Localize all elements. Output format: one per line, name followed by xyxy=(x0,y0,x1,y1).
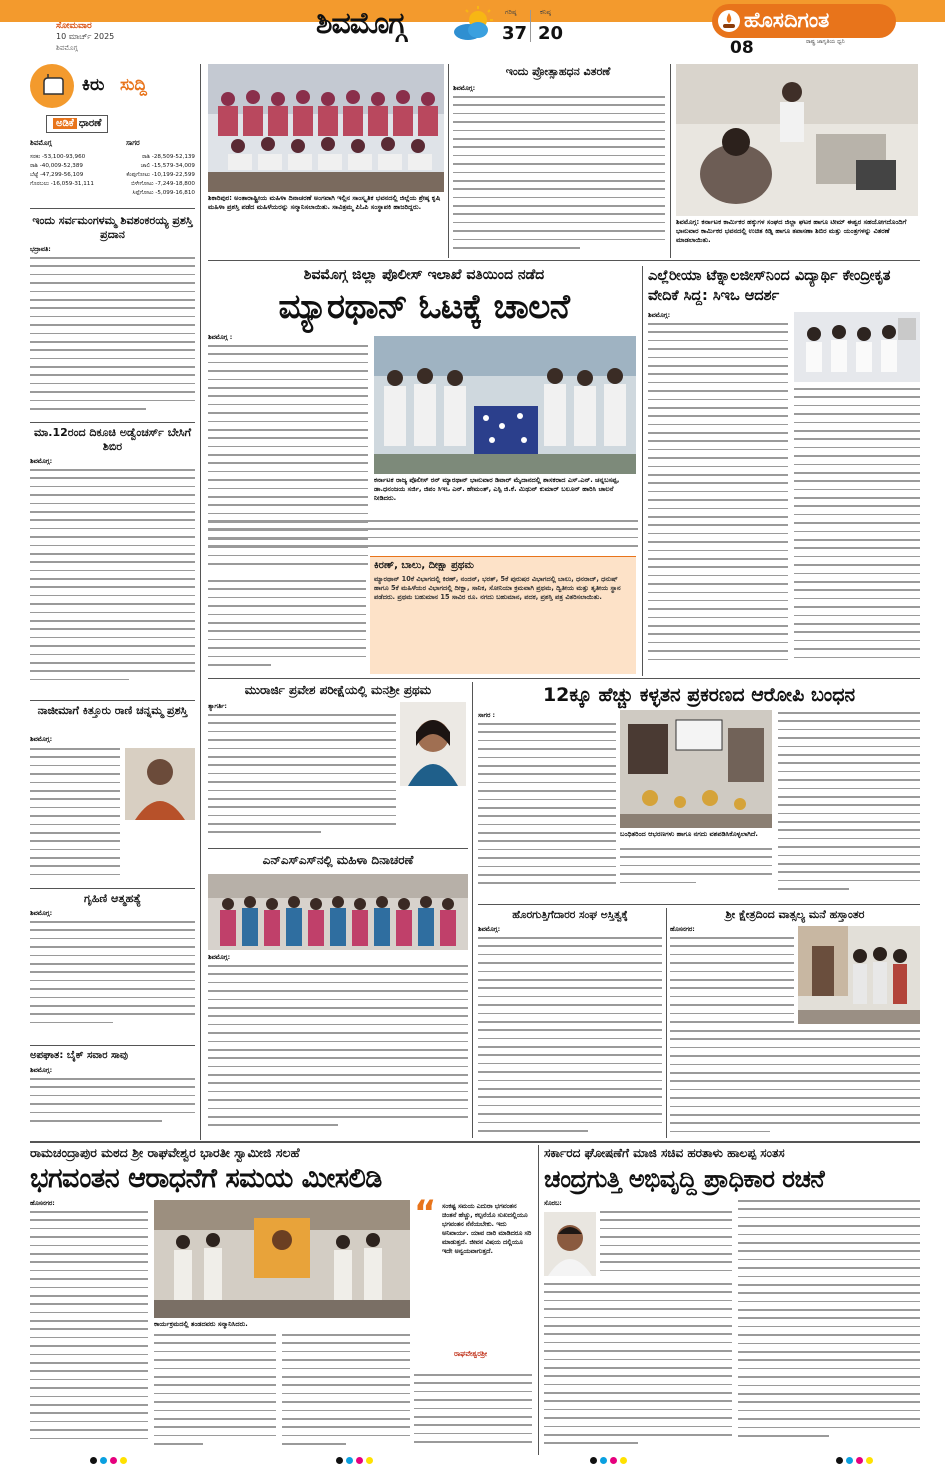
headline: ಶ್ರೀ ಕ್ಷೇತ್ರದಿಂದ ವಾತ್ಸಲ್ಯ ಮನೆ ಹಸ್ತಾಂತರ xyxy=(725,908,865,921)
headline: ಗೃಹಿಣಿ ಆತ್ಮಹತ್ಯೆ xyxy=(83,892,142,905)
divider xyxy=(30,1141,920,1143)
headline: ಮಾ.12ರಂದ ದಿಕೂಚಿ ಅಡ್ವೆಂಚರ್ಸ್ ಬೇಸಿಗೆ ಶಿಬಿರ xyxy=(33,426,192,453)
registration-dot xyxy=(90,1457,97,1464)
masthead-edition: ಶಿವಮೊಗ್ಗ xyxy=(56,44,78,52)
dateline: ಶಿವಮೊಗ್ಗ: xyxy=(648,312,671,319)
column-rule xyxy=(448,64,449,258)
dateline: ಶಿವಮೊಗ್ಗ : xyxy=(208,334,233,341)
body-text xyxy=(600,1211,732,1281)
market-title-a: ಅಡಿಕೆ xyxy=(53,118,77,129)
dateline: ತ್ಯಾಗರ್ತಿ: xyxy=(208,703,227,710)
registration-marks xyxy=(590,1457,627,1464)
market-cell: ಕೆಂಪುಗೋಟು -10,199-22,599 xyxy=(126,172,195,178)
divider xyxy=(30,208,195,209)
body-text xyxy=(794,388,920,674)
photo-caption: ಬಂಧಿತರಿಂದ ಆಭರಣಗಳು ಹಾಗೂ ನಗದು ವಶಪಡಿಸಿಕೊಳ್ಳಲಾಗಿದೆ. xyxy=(620,830,758,838)
bhagavanta-kicker: ರಾಮಚಂದ್ರಾಪುರ ಮಠದ ಶ್ರೀ ರಾಘವೇಶ್ವರ ಭಾರತೀ ಸ್ವಾಮೀಜಿ ಸಲಹೆ xyxy=(30,1145,300,1160)
registration-dot xyxy=(110,1457,117,1464)
chandragutti-headline: ಚಂದ್ರಗುತ್ತಿ ಅಭಿವೃದ್ದಿ ಪ್ರಾಧಿಕಾರ ರಚನೆ xyxy=(544,1165,825,1193)
page-number: 08 xyxy=(730,38,754,58)
quote-box xyxy=(414,1193,532,1372)
max-temp-label: ಗರಿಷ್ಠ xyxy=(505,8,517,16)
kirusuddi-title-b: ಸುದ್ದಿ xyxy=(120,75,147,95)
divider xyxy=(208,260,920,261)
kirusuddi-banner xyxy=(30,64,190,108)
body-text xyxy=(30,469,195,694)
dateline: ಭದ್ರಾವತಿ: xyxy=(30,246,51,253)
registration-dot xyxy=(336,1457,343,1464)
market-cell: ಚಾಲಿ -15,579-34,009 xyxy=(140,163,195,169)
body-text xyxy=(670,937,794,1027)
halappa-photo xyxy=(544,1212,596,1276)
market-cell: ರಾಶಿ -28,509-52,139 xyxy=(142,154,195,160)
column-rule xyxy=(670,64,671,258)
winners-headline: ಕಿರಣ್, ಬಾಲು, ದೀಕ್ಷಾ ಪ್ರಥಮ xyxy=(374,560,474,571)
elleria-photo xyxy=(794,312,920,382)
headline: ಇಂದು ಪ್ರೋತ್ಸಾಹಧನ ವಿತರಣೆ xyxy=(505,65,611,78)
dateline: ಶಿವಮೊಗ್ಗ: xyxy=(30,1067,53,1074)
dateline: ಶಿವಮೊಗ್ಗ: xyxy=(30,458,53,465)
registration-dot xyxy=(866,1457,873,1464)
body-text xyxy=(208,580,366,674)
body-text xyxy=(648,323,788,673)
registration-dot xyxy=(346,1457,353,1464)
women-day-photo xyxy=(208,64,444,192)
elleria-headline: ಎಲ್ಲೆರೀಯಾ ಟೆಕ್ನಾಲಜೀಸ್‌ನಿಂದ ವಿದ್ಯಾರ್ಥಿ ಕೇಂದ್ರೀಕೃತ ವೇದಿಕೆ ಸಿದ್ದ: ಸಿಇಒ ಆದರ್ಶ xyxy=(648,268,891,304)
divider xyxy=(30,422,195,423)
body-text xyxy=(544,1283,732,1453)
marathon-headline: ಮ್ಯಾರಥಾನ್ ಓಟಕ್ಕೆ ಚಾಲನೆ xyxy=(278,287,570,327)
city-title: ಶಿವಮೊಗ್ಗ xyxy=(316,6,406,41)
market-city1: ಶಿವಮೊಗ್ಗ xyxy=(30,139,52,147)
student-photo xyxy=(400,702,466,786)
bhagavanta-headline: ಭಗವಂತನ ಆರಾಧನೆಗೆ ಸಮಯ ಮೀಸಲಿಡಿ xyxy=(30,1163,382,1194)
divider xyxy=(208,848,468,849)
headline: ಹೊರಗುತ್ತಿಗೆದಾರರ ಸಂಘ ಅಸ್ತಿತ್ವಕ್ಕೆ xyxy=(512,909,628,921)
body-text xyxy=(620,848,772,898)
dateline: ಸೊರಬ: xyxy=(544,1200,562,1207)
market-cell: ರಾಶಿ -40,009-52,389 xyxy=(30,163,83,169)
body-text xyxy=(154,1334,276,1452)
column-rule xyxy=(200,64,201,1140)
market-row xyxy=(30,153,195,198)
body-text xyxy=(30,257,195,412)
dateline: ಶಿವಮೊಗ್ಗ: xyxy=(208,954,231,961)
brand-tagline: ರಾಷ್ಟ್ರ ಜಾಗೃತಿಯ ಧ್ವನಿ xyxy=(806,39,845,45)
masthead xyxy=(0,0,945,58)
lamp-icon xyxy=(718,10,740,32)
market-cell: ಬೆಟ್ಟೆ -47,299-56,109 xyxy=(30,172,84,178)
dateline: ಸಾಗರ : xyxy=(478,712,496,719)
registration-dot xyxy=(600,1457,607,1464)
dateline: ಹೊಸನಗರ: xyxy=(670,926,695,933)
body-text xyxy=(208,965,468,1137)
registration-dot xyxy=(366,1457,373,1464)
market-title-b: ಧಾರಣೆ xyxy=(78,118,102,129)
column-rule xyxy=(472,682,473,1138)
nss-photo xyxy=(208,874,468,950)
divider xyxy=(30,1045,195,1046)
divider xyxy=(30,888,195,889)
marathon-kicker: ಶಿವಮೊಗ್ಗ ಜಿಲ್ಲಾ ಪೊಲೀಸ್ ಇಲಾಖೆ ವತಿಯಿಂದ ನಡೆದ xyxy=(303,267,545,283)
body-text xyxy=(670,1030,920,1138)
photo-caption: ಕರ್ನಾಟಕ ರಾಜ್ಯ ಪೊಲೀಸ್ ರನ್ ಮ್ಯಾರಥಾನ್ ಭಾನುವಾರ ಡಿವಾರ್ ಮೈದಾನದಲ್ಲಿ ಶಾಸಕರಾದ ಎಸ್.ಎನ್. ಚನ್ನಬಸಪ್ಪ, ಡಾ.ಧನಂಜಯ ಸರ್ಜಿ, ಜಿಪಂ ಸಿಇಒ ಎನ್. ಹೇಮಂತ್, ಎಸ್ಪಿ ಜಿ.ಕೆ. ಮಿಥುನ್ ಕುಮಾರ್ ಬಲೂನ್ ಹಾರಿಸಿ ಚಾಲನೆ ನೀಡಿದರು. xyxy=(374,476,620,502)
house-handover-photo xyxy=(798,926,920,1024)
registration-dot xyxy=(100,1457,107,1464)
headline: ಇಂದು ಸರ್ವಮಂಗಳಮ್ಮ ಶಿವಶಂಕರಯ್ಯ ಪ್ರಶಸ್ತಿ ಪ್ರದಾನ xyxy=(32,214,193,241)
registration-dot xyxy=(610,1457,617,1464)
column-rule xyxy=(642,266,643,676)
headline: ಅಪಘಾತ: ಬೈಕ್ ಸವಾರ ಸಾವು xyxy=(30,1050,128,1061)
market-cell: ಸಿಪ್ಪೆಗೋಟು -5,099-16,810 xyxy=(132,190,195,196)
photo-caption: ಶಿವಮೊಗ್ಗ: ಕರ್ನಾಟಕ ಕಾರ್ಮಿಕರ ಹಕ್ಕುಗಳ ಸಂಘದ ಜಿಲ್ಲಾ ಘಟಕ ಹಾಗೂ ಟೀಮ್ ಈಶ್ವರ ಸಹಯೋಗದೊಂದಿಗೆ ಭಾನುವಾರ ಕಾರ್ಮಿಕರ ಭವನದಲ್ಲಿ ಉಚಿತ ಕಿಡ್ನಿ ಹಾಗೂ ತಪಾಸಣಾ ಶಿಬಿರ ಮತ್ತು ಯಂತ್ರಗಳನ್ನು ವಿತರಣೆ ಮಾಡಲಾಯಿತು. xyxy=(676,218,907,244)
award-photo xyxy=(125,748,195,820)
photo-caption: ಶಿಕಾರಿಪುರ: ಅಂತಾರಾಷ್ಟ್ರೀಯ ಮಹಿಳಾ ದಿನಾಚರಣೆ ಅಂಗವಾಗಿ ಇಲ್ಲಿನ ಸಾಂಸ್ಕೃತಿಕ ಭವನದಲ್ಲಿ ಜಿಲ್ಲೆಯ ಶ್ರೇಷ್ಠ ಕೃಷಿ ಮಹಿಳಾ ಪ್ರಶಸ್ತಿ ಪಡೆದ ಮಹಿಳೆಯರನ್ನು ಸನ್ಮಾನಿಸಲಾಯಿತು. ಸಾವಿತ್ರಮ್ಮ ಪಿಓಪಿ ಸಂಸ್ಥಾಪಕಿ ಹಾಜರಿದ್ದರು. xyxy=(208,194,441,211)
brand-logo xyxy=(712,4,896,38)
divider xyxy=(30,700,195,701)
kidney-camp-photo xyxy=(676,64,918,216)
dateline: ಶಿವಮೊಗ್ಗ: xyxy=(453,85,476,92)
body-text xyxy=(30,921,195,1041)
registration-dot xyxy=(590,1457,597,1464)
body-text xyxy=(453,96,665,256)
theft-headline: 12ಕ್ಕೂ ಹೆಚ್ಚು ಕಳ್ಳತನ ಪ್ರಕರಣದ ಆರೋಪಿ ಬಂಧನ xyxy=(542,684,856,706)
photo-caption: ಕಾರ್ಯಕ್ರಮದಲ್ಲಿ ತಂಡದವರು ಸನ್ಮಾನಿಸಿದರು. xyxy=(154,1320,248,1328)
winners-box xyxy=(370,556,636,674)
kirusuddi-title-a: ಕಿರು xyxy=(82,75,105,95)
hand-icon xyxy=(30,64,74,108)
body-text xyxy=(282,1334,410,1452)
column-rule xyxy=(538,1145,539,1455)
min-temp: 20 xyxy=(538,23,564,44)
body-text xyxy=(478,723,616,901)
body-text xyxy=(738,1200,920,1452)
headline: ನಾಜೀಮಾಗೆ ಕಿತ್ತೂರು ರಾಣಿ ಚನ್ನಮ್ಮ ಪ್ರಶಸ್ತಿ xyxy=(37,704,188,717)
swamiji-event-photo xyxy=(154,1200,410,1318)
body-text xyxy=(778,712,920,902)
max-temp: 37 xyxy=(502,23,528,44)
body-text xyxy=(30,748,120,888)
body-text xyxy=(30,1078,195,1138)
market-city2: ಸಾಗರ xyxy=(126,139,140,147)
winners-text: ಮ್ಯಾರಥಾನ್ 10ಕೆ ವಿಭಾಗದಲ್ಲಿ ಕಿರಣ್, ನಂದನ್, ಭರತ್, 5ಕೆ ಪುರುಷರ ವಿಭಾಗದಲ್ಲಿ ಬಾಲು, ಧನರಾಜ್, ಧನುಷ್ ಹಾಗೂ 5ಕೆ ಮಹಿಳೆಯರ ವಿಭಾಗದಲ್ಲಿ ದೀಕ್ಷಾ, ಸಾನಿಕ, ಸೋನಿಯಾ ಕ್ರಮವಾಗಿ ಪ್ರಥಮ, ದ್ವಿತೀಯ ಮತ್ತು ತೃತೀಯ ಸ್ಥಾನ ಪಡೆದರು. ಪ್ರಥಮ ಬಹುಮಾನ 15 ಸಾವಿರ ರೂ. ನಗದು ಬಹುಮಾನ, ಪದಕ, ಪ್ರಶಸ್ತಿ ಪತ್ರ ವಿತರಿಸಲಾಯಿತು. xyxy=(374,575,621,602)
dateline: ಹೊಸನಗರ: xyxy=(30,1200,55,1207)
body-text xyxy=(208,714,396,844)
temp-divider xyxy=(530,10,531,42)
market-cell: ಗೊರಬಲು -16,059-31,111 xyxy=(30,181,94,187)
brand-name: ಹೊಸದಿಗಂತ xyxy=(744,8,830,32)
body-text xyxy=(414,1374,532,1452)
column-rule xyxy=(666,908,667,1138)
divider xyxy=(478,904,920,905)
marathon-photo xyxy=(374,336,636,474)
masthead-day: ಸೋಮವಾರ xyxy=(56,21,92,31)
registration-marks xyxy=(336,1457,373,1464)
registration-dot xyxy=(846,1457,853,1464)
registration-dot xyxy=(356,1457,363,1464)
seized-goods-photo xyxy=(620,710,772,828)
quote-author: ರಾಘವೇಶ್ವರಶ್ರೀ xyxy=(454,1350,488,1358)
quote-mark-icon: “ xyxy=(414,1193,437,1233)
registration-dot xyxy=(120,1457,127,1464)
registration-dot xyxy=(856,1457,863,1464)
registration-dot xyxy=(620,1457,627,1464)
registration-marks xyxy=(836,1457,873,1464)
divider xyxy=(208,678,920,679)
market-box xyxy=(30,113,195,203)
body-text xyxy=(478,937,662,1137)
dateline: ಶಿವಮೊಗ್ಗ: xyxy=(30,910,53,917)
masthead-date: 10 ಮಾರ್ಚ್ 2025 xyxy=(56,32,115,41)
headline: ಮುರಾರ್ಜಿ ಪ್ರವೇಶ ಪರೀಕ್ಷೆಯಲ್ಲಿ ಮನಶ್ರೀ ಪ್ರಥಮ xyxy=(244,683,432,697)
market-cell: ಸರಕು -53,100-93,960 xyxy=(30,154,86,160)
weather-icon xyxy=(448,6,500,42)
chandragutti-kicker: ಸರ್ಕಾರದ ಘೋಷಣೆಗೆ ಮಾಜಿ ಸಚಿವ ಹರತಾಳು ಹಾಲಪ್ಪ ಸಂತಸ xyxy=(544,1146,785,1160)
body-text xyxy=(30,1211,148,1451)
headline: ಎನ್‌ಎಸ್‌ಎಸ್‌ನಲ್ಲಿ ಮಹಿಳಾ ದಿನಾಚರಣೆ xyxy=(262,853,414,867)
market-title xyxy=(46,115,108,133)
min-temp-label: ಕನಿಷ್ಠ xyxy=(540,8,551,16)
body-text xyxy=(208,520,638,554)
dateline: ಶಿವಮೊಗ್ಗ: xyxy=(478,926,501,933)
registration-dot xyxy=(836,1457,843,1464)
dateline: ಶಿವಮೊಗ್ಗ: xyxy=(30,736,53,743)
registration-marks xyxy=(90,1457,127,1464)
market-cell: ಬಿಳೇಗೋಟು -7,249-18,800 xyxy=(131,181,195,187)
quote-text: ಸಂಕಷ್ಟ ಸಮಯ ಎದುರಾ ಭಗವಂತನ ಚಿಂತನೆ ಹೆಚ್ಚು, ಕಲ್ಪನೆಯೊ ಸುಖದಲ್ಲಿಯೂ ಭಗವಂತನ ನೆನೆಯಬೇಕು. ಇದು ಅನಿವಾರ್ಯ. ಯಾವ ದಾರಿ ಮಾಡಿದರೂ ಸರಿ ಮಾಡುತ್ತದೆ. ಜೀವನ ವಿಷಯ ದಲ್ಲಿಯೂ ಇದೇ ಅನ್ವಯವಾಗುತ್ತದೆ. xyxy=(442,1202,532,1255)
